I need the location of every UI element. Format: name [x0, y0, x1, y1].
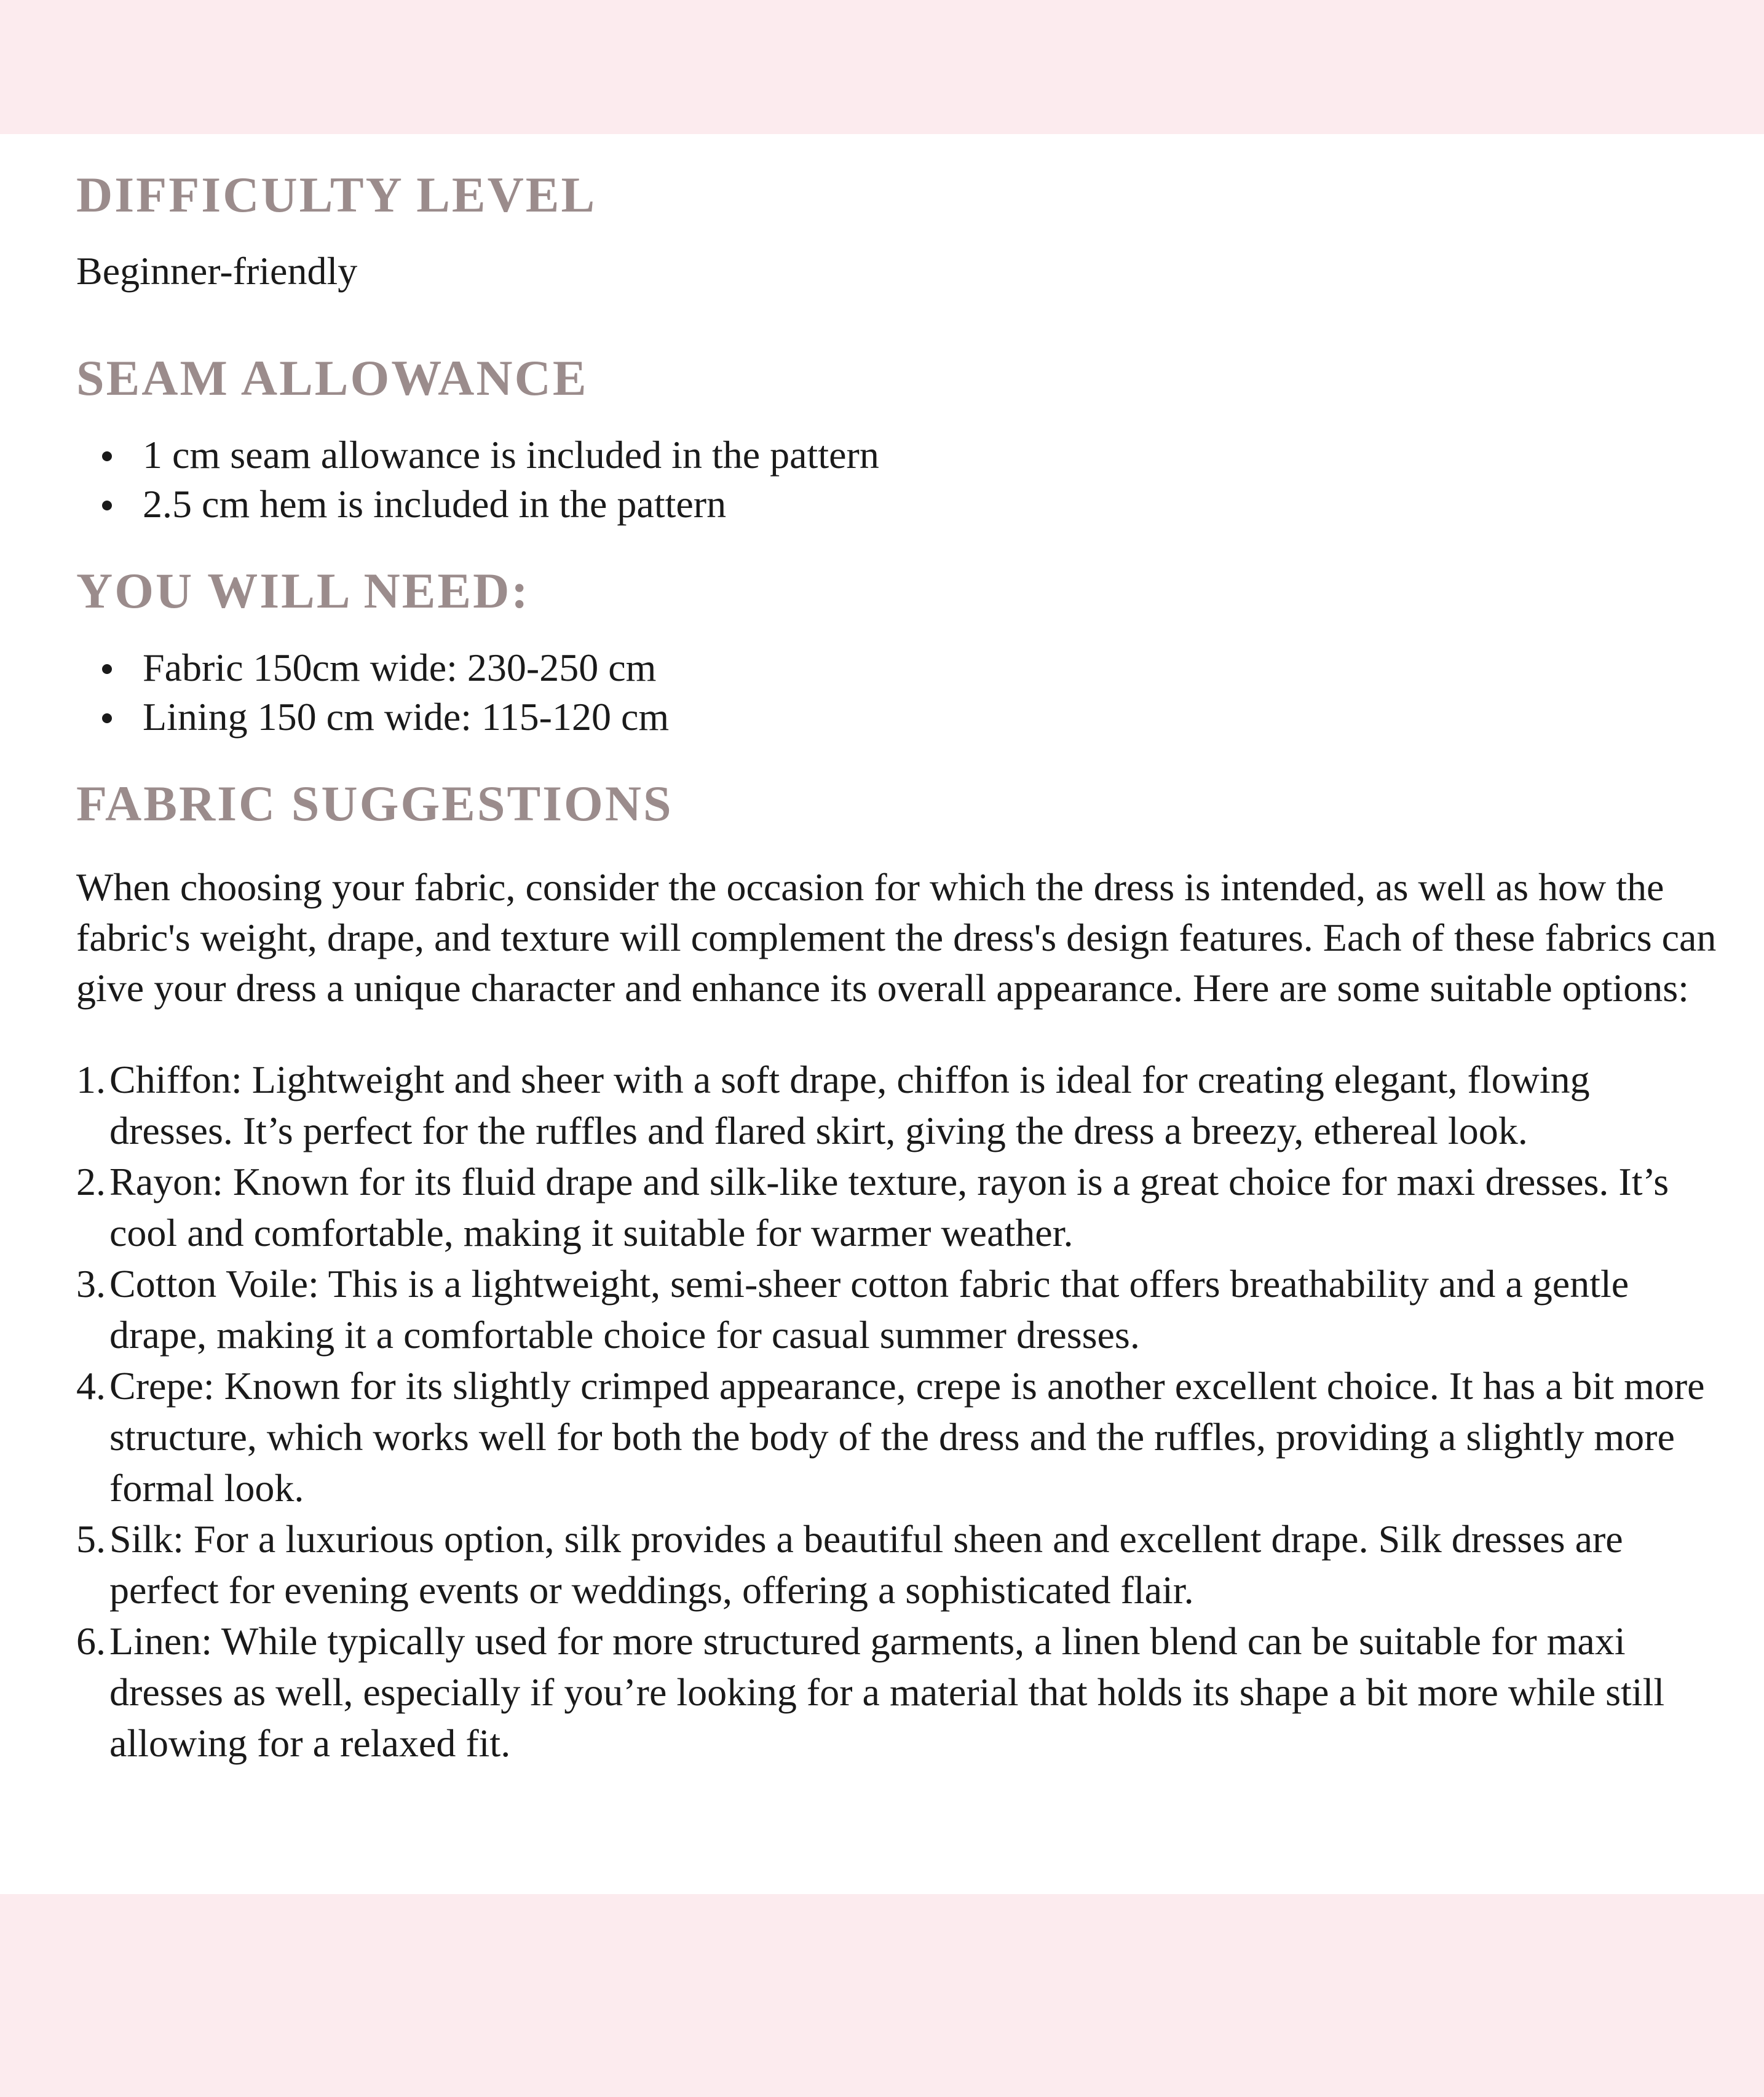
fabric-options-list — [76, 1054, 1721, 1769]
list-item-text: Linen: While typically used for more structured garments, a linen blend can be suitable for maxi dresses as well, especially if you’re looking for a material that holds its shape a bit more while still allowing for a relaxed fit. — [109, 1619, 1665, 1765]
bottom-band — [0, 1894, 1764, 2097]
bullet-icon — [102, 501, 112, 510]
list-number: 2. — [76, 1160, 106, 1203]
bullet-icon — [102, 713, 112, 723]
list-number: 1. — [76, 1058, 106, 1101]
list-number: 6. — [76, 1619, 106, 1663]
difficulty-heading: DIFFICULTY LEVEL — [76, 167, 597, 223]
list-item — [76, 643, 1721, 692]
list-item-text: Rayon: Known for its fluid drape and silk-like texture, rayon is a great choice for maxi dresses. It’s cool and comfortable, making it suitable for warmer weather. — [109, 1160, 1669, 1255]
bullet-icon — [102, 451, 112, 461]
seam-allowance-heading: SEAM ALLOWANCE — [76, 350, 588, 406]
list-item — [76, 1258, 1721, 1360]
list-item — [76, 1360, 1721, 1513]
list-item-text: Fabric 150cm wide: 230-250 cm — [143, 646, 657, 689]
list-item-text: Lining 150 cm wide: 115-120 cm — [143, 695, 670, 739]
top-band — [0, 0, 1764, 134]
seam-allowance-list — [76, 430, 1721, 529]
fabric-suggestions-heading: FABRIC SUGGESTIONS — [76, 775, 673, 831]
difficulty-value: Beginner-friendly — [76, 249, 358, 293]
list-item — [76, 692, 1721, 742]
list-item — [76, 1615, 1721, 1769]
list-item — [76, 1513, 1721, 1615]
list-number: 3. — [76, 1262, 106, 1306]
list-item-text: Crepe: Known for its slightly crimped appearance, crepe is another excellent choice. It has a bit more structure, which works well for both the body of the dress and the ruffles, providing a slightly more formal look. — [109, 1364, 1705, 1510]
list-number: 5. — [76, 1517, 106, 1561]
list-number: 4. — [76, 1364, 106, 1408]
list-item-text: Silk: For a luxurious option, silk provides a beautiful sheen and excellent drape. Silk dresses are perfect for evening events or weddings, offering a sophisticated flair. — [109, 1517, 1623, 1612]
bullet-icon — [102, 664, 112, 674]
fabric-suggestions-intro: When choosing your fabric, consider the occasion for which the dress is intended, as well as how the fabric's weight, drape, and texture will complement the dress's design features. Each of these fabrics can give your dress a unique character and enhance its overall appearance. Here are some suitable options: — [76, 865, 1717, 1010]
list-item — [76, 1156, 1721, 1258]
list-item — [76, 1054, 1721, 1156]
you-will-need-list — [76, 643, 1721, 742]
list-item-text: 1 cm seam allowance is included in the pattern — [143, 433, 879, 477]
list-item — [76, 430, 1721, 480]
list-item-text: Chiffon: Lightweight and sheer with a soft drape, chiffon is ideal for creating elegant, flowing dresses. It’s perfect for the ruffles and flared skirt, giving the dress a breezy, ethereal look. — [109, 1058, 1590, 1152]
list-item — [76, 480, 1721, 529]
list-item-text: Cotton Voile: This is a lightweight, semi-sheer cotton fabric that offers breathability and a gentle drape, making it a comfortable choice for casual summer dresses. — [109, 1262, 1629, 1357]
you-will-need-heading: YOU WILL NEED: — [76, 563, 530, 619]
list-item-text: 2.5 cm hem is included in the pattern — [143, 482, 727, 526]
content-panel — [0, 134, 1764, 1894]
